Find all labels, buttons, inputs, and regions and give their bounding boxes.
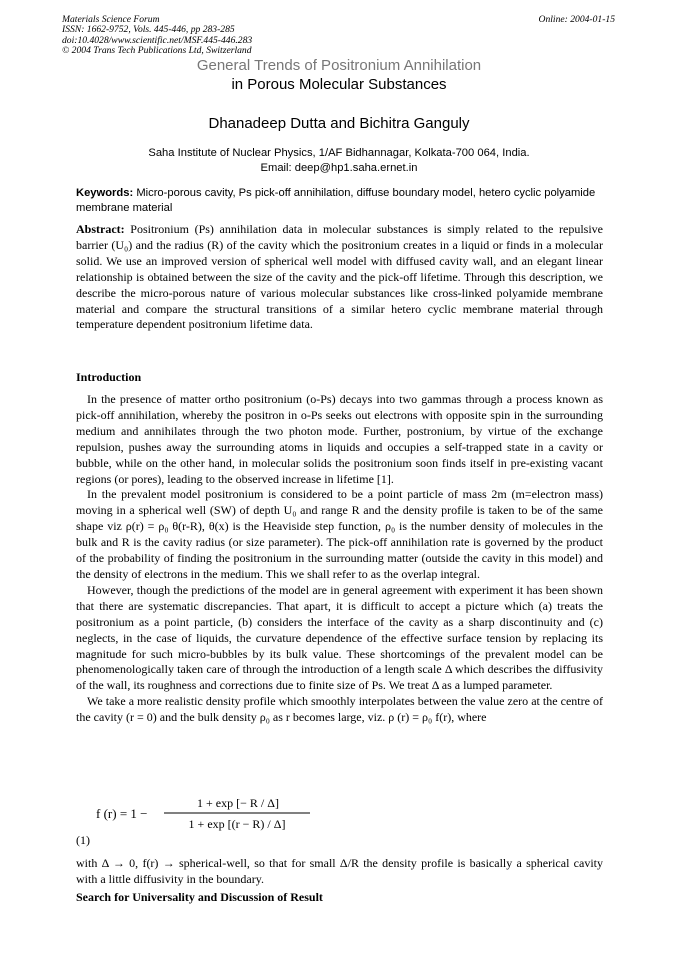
- intro-paragraph-3: However, though the predictions of the model are in general agreement with experiment it has been shown that there are systematic discrepancies. That apart, it is difficult to accept a picture which (a) treats the positronium as a point particle, (b) considers the interface of the cavity as a sharp discontinuity and (c) neglects, in the case of liquids, the curvature dependence of the effective surface tension by replacing its magnitude for such micro-bubbles by its bulk value. These shortcomings of the prevalent model can be phenomenologically taken care of through the introduction of a length scale Δ which describes the diffusivity of the wall, its roughness and corrections due to finite size of Ps. We treat Δ as a lumped parameter.: [76, 582, 603, 693]
- equation-lhs: f (r) = 1 −: [96, 806, 148, 821]
- section-heading-search: Search for Universality and Discussion of Result: [76, 890, 323, 904]
- equation-denominator: 1 + exp [(r − R) / Δ]: [188, 817, 286, 831]
- keywords: [76, 186, 604, 215]
- intro-paragraph-1: In the presence of matter ortho positronium (o-Ps) decays into two gammas through a process known as pick-off annihilation, whereby the positron in o-Ps seeks out electrons with opposite spin in the surrounding medium and annihilates through the two photon mode. Further, postronium, by virtue of the exchange repulsion, pushes away the surrounding atoms in liquids and occupies a self-trapped state in a cavity or bubble, while on the other hand, in molecular solids the positronium soon finds itself in pre-existing vacant regions (or pores), leading to the observed increase in lifetime [1].: [76, 392, 603, 486]
- intro-paragraph-4: We take a more realistic density profile which smoothly interpolates between the value zero at the centre of the cavity (r = 0) and the bulk density ρ₀ as r becomes large, viz. ρ (r) = ρ₀ f(r), where: [76, 694, 603, 725]
- keywords-text: Micro-porous cavity, Ps pick-off annihilation, diffuse boundary model, hetero cyclic polyamide membrane material: [76, 187, 596, 214]
- introduction-heading: Introduction: [76, 370, 142, 384]
- journal-name: Materials Science Forum: [62, 14, 160, 25]
- affiliation-institute: Saha Institute of Nuclear Physics, 1/AF Bidhannagar, Kolkata-700 064, India.: [148, 147, 530, 159]
- online-date: Online: 2004-01-15: [538, 14, 615, 25]
- journal-issn: ISSN: 1662-9752, Vols. 445-446, pp 283-285: [62, 24, 235, 36]
- title-line-1: General Trends of Positronium Annihilation: [196, 57, 482, 74]
- introduction-body: [76, 392, 603, 726]
- journal-doi: doi:10.4028/www.scientific.net/MSF.445-446.283: [62, 34, 253, 46]
- affiliation: [0, 146, 678, 176]
- intro-paragraph-2: In the prevalent model positronium is considered to be a point particle of mass 2m (m=electron mass) moving in a spherical well (SW) of depth U₀ and range R and the density profile is taken to be of the same shape viz ρ(r) = ρ₀ θ(r-R), θ(x) is the Heaviside step function, ρ₀ is the number density of molecules in the bulk and R is the cavity radius (or size parameter). The pick-off annihilation rate is governed by the product of the probability of finding the positronium in the surrounding matter (outside the cavity in this model) and the density of electrons in the medium. This we shall refer to as the overlap integral.: [76, 487, 603, 581]
- abstract: [76, 222, 603, 333]
- after-equation-text: with Δ → 0, f(r) → spherical-well, so that for small Δ/R the density profile is basically a spherical cavity with a little diffusivity in the boundary.: [76, 856, 603, 886]
- title-line-2: in Porous Molecular Substances: [231, 76, 447, 93]
- authors: Dhanadeep Dutta and Bichitra Ganguly: [208, 115, 470, 132]
- equation-1: [96, 794, 316, 834]
- journal-copyright: © 2004 Trans Tech Publications Ltd, Switzerland: [62, 45, 252, 57]
- equation-number: (1): [76, 833, 90, 847]
- equation-numerator: 1 + exp [− R / Δ]: [197, 796, 279, 810]
- affiliation-email: Email: deep@hp1.saha.ernet.in: [260, 162, 418, 174]
- abstract-text: Positronium (Ps) annihilation data in molecular substances is simply related to the repulsive barrier (U₀) and the radius (R) of the cavity which the positronium creates in a liquid or finds in a molecular solid. We use an improved version of spherical well model with diffused cavity wall, and an elegant linear relationship is obtained between the size of the cavity and the pick-off lifetime. Through this description, we describe the micro-porous nature of various molecular substances like cross-linked polyamide membrane material and compare the structural transitions of a similar hetero cyclic membrane material through temperature dependent positronium lifetime data.: [76, 222, 603, 332]
- abstract-label: Abstract:: [76, 222, 125, 236]
- keywords-label: Keywords:: [76, 187, 134, 199]
- journal-header: [62, 15, 252, 57]
